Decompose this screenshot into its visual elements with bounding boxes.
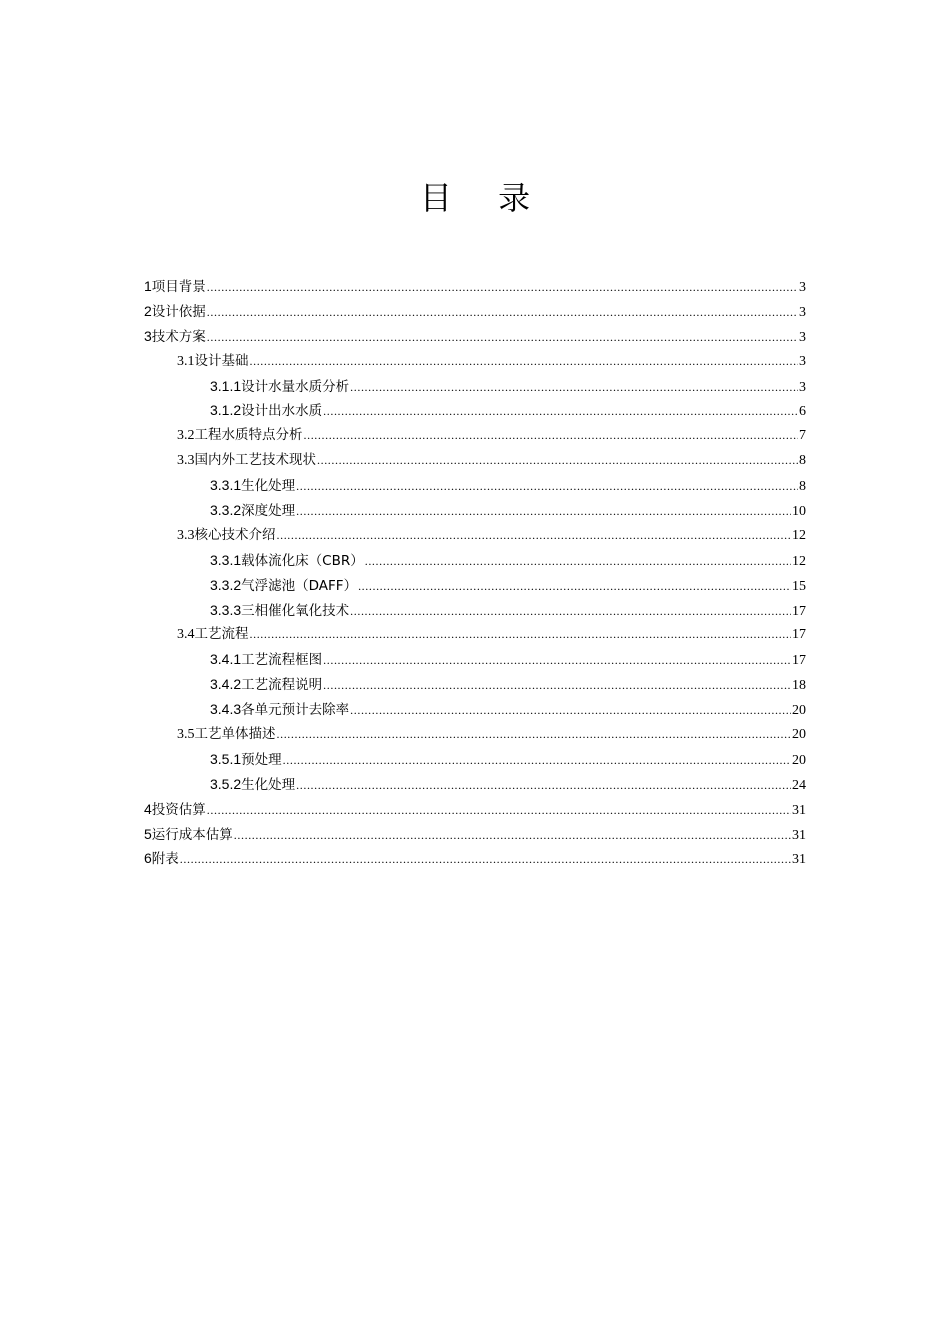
toc-entry[interactable] bbox=[144, 622, 806, 647]
toc-entry[interactable] bbox=[144, 349, 806, 374]
toc-entry-number: 5 bbox=[144, 825, 152, 842]
toc-entry-title: 设计依据 bbox=[151, 303, 206, 320]
toc-dot-leader bbox=[250, 349, 799, 374]
toc-entry-title: 生化处理 bbox=[241, 776, 296, 793]
toc-entry-number: 3.2 bbox=[177, 428, 195, 444]
toc-dot-leader bbox=[180, 847, 791, 872]
toc-dot-leader bbox=[296, 773, 791, 798]
toc-dot-leader bbox=[207, 275, 798, 300]
toc-entry[interactable] bbox=[144, 274, 806, 299]
toc-entry-title: 投资估算 bbox=[151, 801, 206, 818]
toc-entry[interactable] bbox=[144, 548, 806, 573]
toc-entry-page-number: 20 bbox=[792, 703, 806, 719]
toc-entry-page-number: 3 bbox=[799, 379, 806, 395]
toc-dot-leader bbox=[350, 698, 791, 723]
toc-entry-page-number: 12 bbox=[792, 527, 806, 543]
toc-dot-leader bbox=[350, 375, 798, 400]
toc-dot-leader bbox=[207, 798, 791, 823]
toc-entry-title: 工程水质特点分析 bbox=[194, 427, 303, 444]
toc-dot-leader bbox=[296, 499, 791, 524]
toc-dot-leader bbox=[234, 823, 791, 848]
toc-entry[interactable] bbox=[144, 598, 806, 623]
toc-entry-title: 深度处理 bbox=[241, 503, 296, 520]
toc-entry-page-number: 31 bbox=[792, 852, 806, 868]
toc-entry-title: 工艺单体描述 bbox=[194, 726, 276, 743]
toc-dot-leader bbox=[207, 300, 798, 325]
toc-entry-title: 载体流化床（CBR） bbox=[241, 552, 364, 569]
toc-entry[interactable] bbox=[144, 722, 806, 747]
toc-entry-title: 国内外工艺技术现状 bbox=[194, 452, 316, 469]
toc-entry-title: 项目背景 bbox=[151, 279, 206, 295]
toc-dot-leader bbox=[250, 622, 792, 647]
toc-entry-number: 3 bbox=[144, 327, 152, 344]
toc-entry-page-number: 12 bbox=[792, 553, 806, 569]
toc-dot-leader bbox=[323, 399, 798, 424]
toc-dot-leader bbox=[304, 423, 799, 448]
toc-entry-number: 3.4.3 bbox=[210, 701, 242, 718]
toc-entry[interactable] bbox=[144, 299, 806, 324]
toc-entry-title: 预处理 bbox=[241, 751, 282, 768]
toc-entry-title: 工艺流程 bbox=[194, 626, 249, 643]
toc-entry[interactable] bbox=[144, 747, 806, 772]
toc-entry-page-number: 8 bbox=[799, 479, 806, 495]
toc-dot-leader bbox=[365, 549, 791, 574]
toc-entry-title: 运行成本估算 bbox=[151, 826, 233, 843]
toc-entry-number: 3.5.2 bbox=[210, 775, 242, 792]
table-of-contents bbox=[144, 274, 806, 871]
toc-entry[interactable] bbox=[144, 697, 806, 722]
toc-entry-number: 3.5 bbox=[177, 727, 195, 743]
toc-entry[interactable] bbox=[144, 672, 806, 697]
toc-entry-number: 3.4.2 bbox=[210, 676, 242, 693]
toc-entry-number: 3.4.1 bbox=[210, 651, 242, 668]
toc-entry-page-number: 17 bbox=[792, 627, 806, 643]
toc-entry[interactable] bbox=[144, 498, 806, 523]
toc-entry-title: 工艺流程框图 bbox=[241, 652, 323, 669]
toc-dot-leader bbox=[296, 474, 798, 499]
toc-entry-page-number: 20 bbox=[792, 727, 806, 743]
toc-entry-title: 设计出水水质 bbox=[241, 403, 323, 420]
toc-entry-title: 工艺流程说明 bbox=[241, 677, 323, 694]
toc-entry-title: 技术方案 bbox=[151, 328, 206, 345]
toc-entry-number: 3.4 bbox=[177, 627, 195, 643]
toc-dot-leader bbox=[277, 722, 792, 747]
toc-entry-page-number: 15 bbox=[792, 578, 806, 594]
toc-entry-page-number: 3 bbox=[799, 329, 806, 345]
toc-entry-page-number: 20 bbox=[792, 752, 806, 768]
toc-entry[interactable] bbox=[144, 797, 806, 822]
toc-dot-leader bbox=[317, 448, 798, 473]
toc-entry-number: 3.3.2 bbox=[210, 576, 242, 593]
toc-entry-page-number: 24 bbox=[792, 777, 806, 793]
toc-entry[interactable] bbox=[144, 846, 806, 871]
toc-entry-page-number: 7 bbox=[799, 428, 806, 444]
toc-entry[interactable] bbox=[144, 772, 806, 797]
toc-entry-number: 6 bbox=[144, 850, 152, 867]
toc-entry[interactable] bbox=[144, 523, 806, 548]
toc-entry[interactable] bbox=[144, 423, 806, 448]
page-title: 目 录 bbox=[419, 179, 549, 217]
toc-entry-number: 4 bbox=[144, 800, 152, 817]
toc-entry-page-number: 3 bbox=[799, 304, 806, 320]
toc-entry-number: 3.1.2 bbox=[210, 402, 242, 419]
toc-entry-number: 3.1 bbox=[177, 353, 195, 369]
toc-entry-number: 3.3 bbox=[177, 527, 195, 543]
toc-entry-page-number: 31 bbox=[792, 802, 806, 818]
toc-entry-number: 3.1.1 bbox=[210, 377, 242, 394]
toc-dot-leader bbox=[283, 748, 791, 773]
toc-dot-leader bbox=[323, 648, 791, 673]
toc-entry-title: 核心技术介绍 bbox=[194, 526, 276, 543]
toc-dot-leader bbox=[358, 574, 791, 599]
toc-entry[interactable] bbox=[144, 473, 806, 498]
toc-entry[interactable] bbox=[144, 374, 806, 399]
toc-entry-page-number: 31 bbox=[792, 827, 806, 843]
toc-entry-number: 2 bbox=[144, 302, 152, 319]
toc-entry-page-number: 6 bbox=[799, 404, 806, 420]
toc-entry-title: 各单元预计去除率 bbox=[241, 702, 350, 719]
toc-entry-page-number: 10 bbox=[792, 504, 806, 520]
toc-entry[interactable] bbox=[144, 573, 806, 598]
toc-entry-page-number: 8 bbox=[799, 453, 806, 469]
toc-entry-page-number: 3 bbox=[799, 280, 806, 295]
toc-entry-number: 3.5.1 bbox=[210, 750, 242, 767]
toc-entry-page-number: 17 bbox=[792, 653, 806, 669]
toc-entry[interactable] bbox=[144, 324, 806, 349]
toc-entry[interactable] bbox=[144, 822, 806, 847]
toc-entry-title: 气浮滤池（DAFF） bbox=[241, 577, 358, 594]
toc-entry-title: 设计基础 bbox=[194, 352, 249, 369]
toc-entry-page-number: 17 bbox=[792, 603, 806, 619]
toc-entry-page-number: 18 bbox=[792, 678, 806, 694]
toc-entry-page-number: 3 bbox=[799, 353, 806, 369]
toc-entry-title: 三相催化氧化技术 bbox=[241, 602, 350, 619]
toc-entry-title: 生化处理 bbox=[241, 478, 296, 495]
toc-dot-leader bbox=[323, 673, 791, 698]
toc-dot-leader bbox=[350, 599, 791, 624]
toc-entry-number: 3.3.2 bbox=[210, 502, 242, 519]
toc-entry[interactable] bbox=[144, 448, 806, 473]
toc-entry[interactable] bbox=[144, 398, 806, 423]
toc-entry[interactable] bbox=[144, 647, 806, 672]
toc-entry-title: 附表 bbox=[151, 851, 179, 868]
toc-dot-leader bbox=[277, 523, 792, 548]
toc-entry-number: 3.3.1 bbox=[210, 477, 242, 494]
toc-entry-number: 3.3.3 bbox=[210, 601, 242, 618]
toc-entry-number: 1 bbox=[144, 278, 152, 294]
toc-entry-number: 3.3.1 bbox=[210, 551, 242, 568]
toc-dot-leader bbox=[207, 325, 798, 350]
toc-entry-title: 设计水量水质分析 bbox=[241, 378, 350, 395]
toc-entry-number: 3.3 bbox=[177, 453, 195, 469]
